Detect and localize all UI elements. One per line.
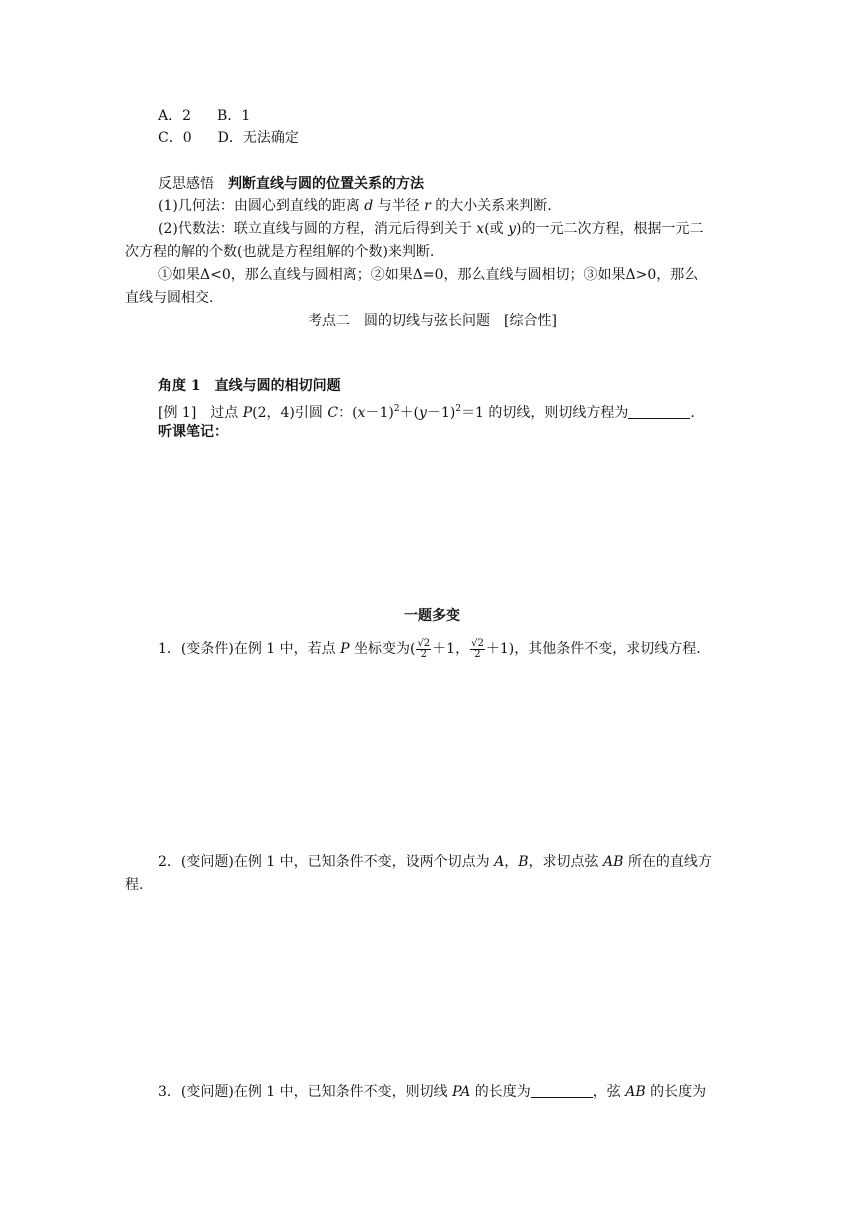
q3-text-c: ，弦 xyxy=(592,1084,626,1100)
sqrt2-over-2-fraction xyxy=(470,639,485,660)
options-row-2 xyxy=(158,128,299,148)
sqrt2-over-2-fraction xyxy=(416,639,431,660)
q2-chord-ab: AB xyxy=(602,854,624,870)
exponent-1: 2 xyxy=(393,404,400,414)
example-text-a: 过点 xyxy=(196,405,243,421)
option-d: D．无法确定 xyxy=(217,130,299,146)
q1-point-p: P xyxy=(340,641,350,657)
variants-title: 一题多变 xyxy=(404,608,460,624)
option-c: C．0 xyxy=(158,130,192,146)
q1-text-a: 1．(变条件)在例 1 中，若点 xyxy=(158,641,341,657)
point-p: P xyxy=(242,405,253,421)
angle-1-title: 角度 1 直线与圆的相切问题 xyxy=(158,378,341,394)
example-text-h: . xyxy=(690,405,695,421)
fraction-numerator: √2 xyxy=(417,637,431,649)
alg-text-c: )的一元二次方程，根据一元二 xyxy=(516,221,704,237)
variant-question-2 xyxy=(158,852,712,872)
q1-text-b: 坐标变为( xyxy=(349,641,416,657)
example-text-f: －1) xyxy=(426,405,456,421)
notes-label: 听课笔记： xyxy=(158,424,228,440)
options-row-1 xyxy=(158,106,250,126)
q2-text-b: ， xyxy=(504,854,519,870)
fraction-denominator: 2 xyxy=(474,648,481,660)
example-1 xyxy=(158,399,695,423)
reflection-conditions-line2: 直线与圆相交. xyxy=(125,290,214,306)
option-a: A．2 xyxy=(158,108,192,124)
q2-point-a: A xyxy=(494,854,505,870)
fraction-numerator: √2 xyxy=(471,637,484,649)
reflection-algebraic xyxy=(158,219,704,239)
var-x: x xyxy=(357,405,366,421)
example-text-d: －1) xyxy=(365,405,394,421)
alg-var-y: y xyxy=(508,221,517,237)
geo-text-a: (1)几何法：由圆心到直线的距离 xyxy=(158,198,365,214)
option-b: B．1 xyxy=(217,108,251,124)
answer-blank-pa[interactable] xyxy=(531,1083,593,1098)
reflection-heading xyxy=(158,174,424,194)
section-title: 考点二 圆的切线与弦长问题 [综合性] xyxy=(308,313,557,329)
reflection-geometric xyxy=(158,196,552,216)
circle-c: C xyxy=(327,405,339,421)
geo-text-c: 的大小关系来判断. xyxy=(430,198,552,214)
reflection-title: 判断直线与圆的位置关系的方法 xyxy=(228,176,424,192)
variant-question-3 xyxy=(158,1082,706,1102)
q2-text-a: 2．(变问题)在例 1 中，已知条件不变，设两个切点为 xyxy=(158,854,495,870)
q1-text-c: ＋1， xyxy=(432,641,470,657)
q3-text-d: 的长度为 xyxy=(645,1084,707,1100)
variant-question-2-line2: 程. xyxy=(125,877,144,893)
reflection-conditions: ①如果Δ<0，那么直线与圆相离；②如果Δ=0，那么直线与圆相切；③如果Δ>0，那么 xyxy=(158,267,699,283)
variant-question-1 xyxy=(158,637,701,661)
q2-point-b: B xyxy=(518,854,529,870)
q3-tangent-pa: PA xyxy=(452,1084,471,1100)
example-text-g: ＝1 的切线，则切线方程为 xyxy=(461,405,629,421)
geo-var-r: r xyxy=(424,198,431,214)
q2-text-d: 所在的直线方 xyxy=(623,854,712,870)
example-text-e: ＋( xyxy=(399,405,420,421)
answer-blank[interactable] xyxy=(628,404,690,419)
alg-text-b: (或 xyxy=(484,221,509,237)
q2-text-c: ，求切点弦 xyxy=(528,854,603,870)
reflection-label: 反思感悟 xyxy=(158,176,214,192)
example-text-b: (2，4)引圆 xyxy=(252,405,328,421)
q1-text-d: ＋1)，其他条件不变，求切线方程. xyxy=(485,641,701,657)
example-label: [例 1] xyxy=(158,405,197,421)
geo-text-b: 与半径 xyxy=(373,198,425,214)
fraction-denominator: 2 xyxy=(420,648,427,660)
alg-text-a: (2)代数法：联立直线与圆的方程，消元后得到关于 xyxy=(158,221,477,237)
q3-text-b: 的长度为 xyxy=(470,1084,531,1100)
reflection-algebraic-line2: 次方程的解的个数(也就是方程组解的个数)来判断. xyxy=(125,244,435,260)
example-text-c: ：( xyxy=(338,405,358,421)
q3-chord-ab: AB xyxy=(625,1084,646,1100)
alg-var-x: x xyxy=(476,221,485,237)
var-y: y xyxy=(419,405,427,421)
exponent-2: 2 xyxy=(455,404,462,414)
q3-text-a: 3．(变问题)在例 1 中，已知条件不变，则切线 xyxy=(158,1084,453,1100)
geo-var-d: d xyxy=(364,198,374,214)
